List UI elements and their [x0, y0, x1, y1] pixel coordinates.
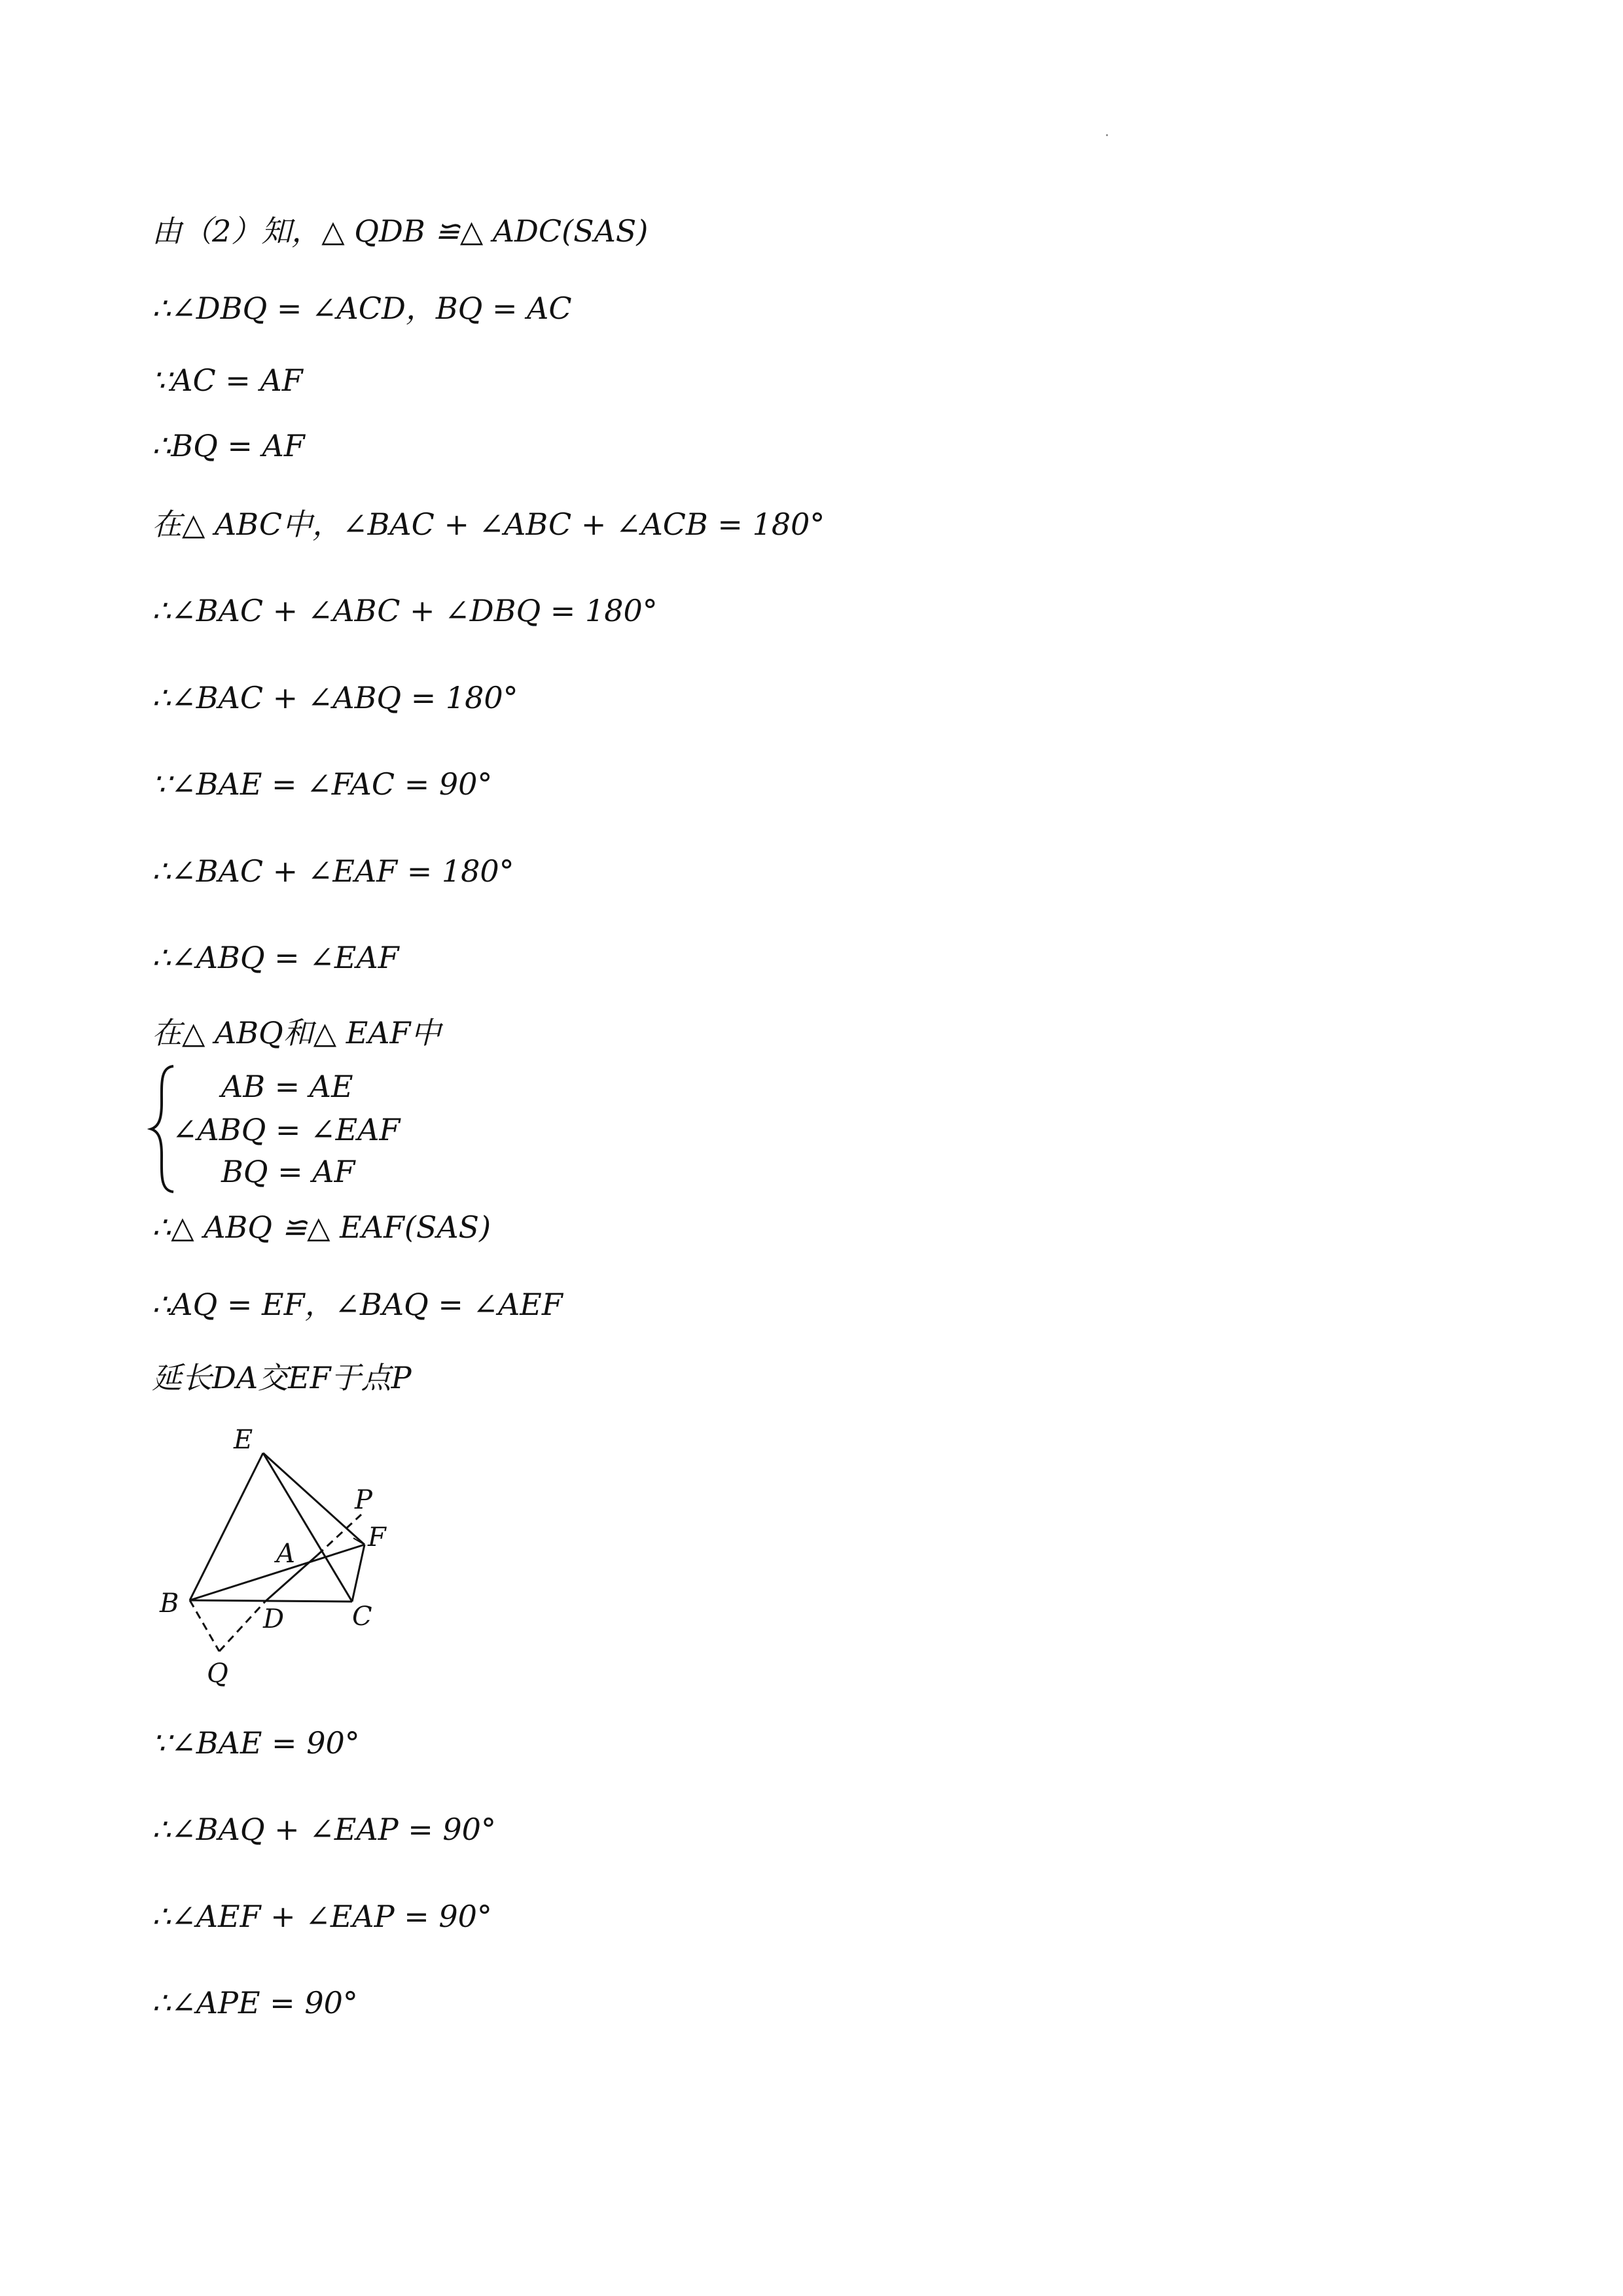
label-Q: Q — [207, 1659, 228, 1689]
proof-line-17: ∴∠AEF + ∠EAP = 90° — [152, 1899, 492, 1934]
system-row-3: BQ = AF — [221, 1154, 355, 1189]
proof-line-13: ∴AQ = EF，∠BAQ = ∠AEF — [152, 1287, 563, 1322]
label-E: E — [234, 1425, 253, 1455]
system-row-2: ∠ABQ = ∠EAF — [172, 1112, 401, 1147]
proof-line-3: ∵AC = AF — [152, 363, 303, 398]
proof-line-11: 在△ ABQ和△ EAF中 — [152, 1015, 441, 1050]
segment-QD — [219, 1602, 265, 1651]
segment-BE — [190, 1453, 263, 1600]
segment-FC — [352, 1545, 365, 1602]
system-row-1: AB = AE — [221, 1069, 353, 1104]
segment-EC — [263, 1453, 352, 1602]
label-D: D — [263, 1604, 285, 1634]
proof-line-4: ∴BQ = AF — [152, 428, 305, 463]
equation-system — [147, 1064, 488, 1194]
proof-line-9: ∴∠BAC + ∠EAF = 180° — [152, 853, 514, 889]
proof-line-10: ∴∠ABQ = ∠EAF — [152, 940, 399, 975]
proof-line-2: ∴∠DBQ = ∠ACD，BQ = AC — [152, 291, 572, 326]
proof-line-14: 延长DA交EF于点P — [152, 1360, 412, 1395]
label-B: B — [160, 1588, 179, 1619]
segment-BC — [190, 1600, 352, 1602]
segment-EF — [263, 1453, 365, 1545]
label-P: P — [355, 1485, 372, 1515]
proof-line-15: ∵∠BAE = 90° — [152, 1725, 360, 1761]
proof-line-7: ∴∠BAC + ∠ABQ = 180° — [152, 680, 518, 715]
segment-BQ — [190, 1600, 219, 1651]
label-F: F — [368, 1522, 386, 1552]
proof-line-5: 在△ ABC中，∠BAC + ∠ABC + ∠ACB = 180° — [152, 507, 825, 542]
proof-line-8: ∵∠BAE = ∠FAC = 90° — [152, 766, 493, 802]
proof-line-16: ∴∠BAQ + ∠EAP = 90° — [152, 1812, 496, 1847]
geometry-figure — [152, 1417, 427, 1705]
label-A: A — [276, 1539, 295, 1569]
proof-line-18: ∴∠APE = 90° — [152, 1985, 358, 2020]
proof-line-6: ∴∠BAC + ∠ABC + ∠DBQ = 180° — [152, 593, 658, 628]
proof-line-1: 由（2）知，△ QDB ≌△ ADC(SAS) — [152, 213, 649, 249]
scan-speck — [1106, 134, 1108, 136]
proof-line-12: ∴△ ABQ ≌△ EAF(SAS) — [152, 1210, 491, 1245]
label-C: C — [352, 1602, 372, 1632]
